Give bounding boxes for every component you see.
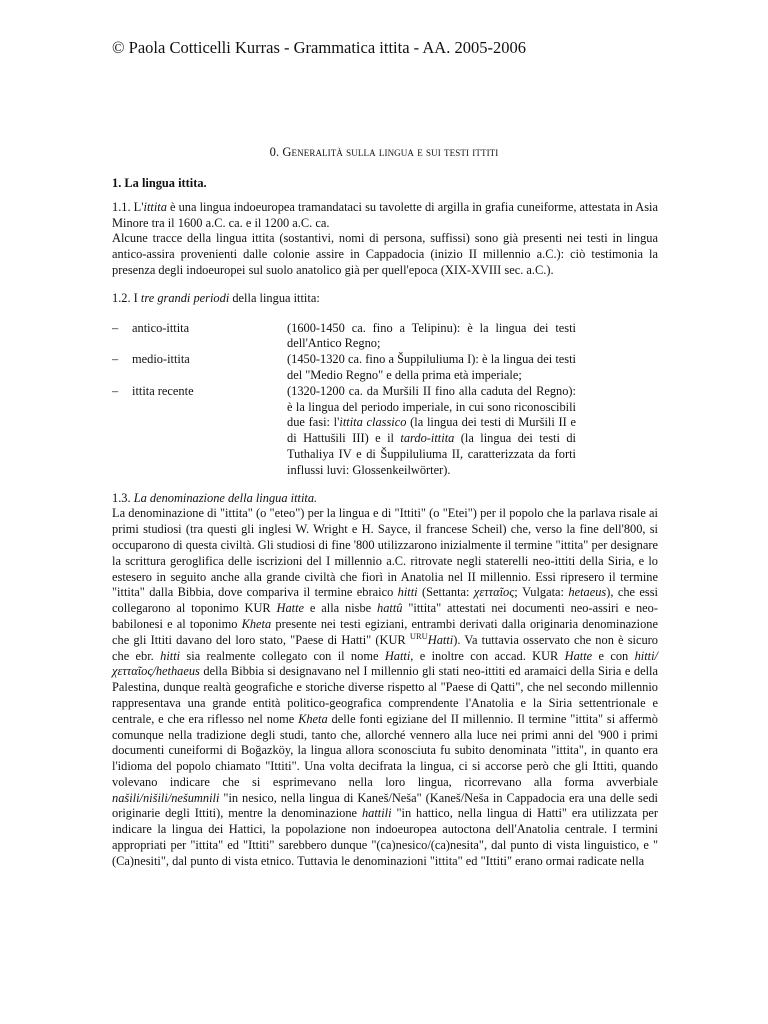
body-text: ), che essi collegarono al toponimo KUR [112,585,658,616]
periods-list [112,321,658,479]
italic-term: Kheta [241,616,272,631]
period-description: (1450-1320 ca. fino a Šuppiluliuma I): è la lingua dei testi del "Medio Regno" e della prima età imperiale; [287,352,576,382]
desc-text: (1320-1200 ca. da Muršili II fino alla caduta del Regno): è la lingua del periodo imperiale, in cui sono riconoscibili due fasi: l' [287,383,576,430]
paragraph-number: 1.2. I [112,290,141,305]
desc-text: (la lingua dei testi di Muršili II e di Hattušili III) e il [287,415,576,446]
page-header: © Paola Cotticelli Kurras - Grammatica ittita - AA. 2005-2006 [112,38,526,57]
chapter-title: 0. Generalità sulla lingua e sui testi ittiti [269,145,499,159]
body-text: (Settanta: [417,585,474,600]
body-text: "in nesico, nella lingua di Kaneš/Neša" (Kaneš/Neša in Cappadocia era una delle sedi originarie degli Ittiti), mentre la denominazione [112,790,658,821]
desc-text: (la lingua dei testi di Tuthaliya IV e di Šuppiluliuma II, caratterizzata da forti influssi luvi: Glossenkeilwörter). [287,431,576,477]
paragraph-text: è una lingua indoeuropea tramandataci su tavolette di argilla in grafia cuneiforme, attestata in Asia Minore tra il 1600 a.C. ca. e il 1200 a.C. ca. [112,199,659,230]
paragraph-1-1 [112,200,658,232]
period-name: medio-ittita [132,352,190,367]
italic-term: ittita [143,199,167,214]
list-dash: – [112,352,119,367]
section-heading: 1. La lingua ittita. [112,176,207,190]
period-name: ittita recente [132,383,194,398]
document-body [112,176,658,870]
body-text: della Bibbia si designavano nel I millennio gli stati neo-ittiti ed aramaici della Siria e della Palestina, dunque realtà geografiche e storiche diverse rispetto al "Paese di Qatti", che nel secondo millennio rappresentava una grande entità politico-geografica comprendente l'Anatolia e la Siria settentrionale e centrale, e che era riflesso nel nome [112,664,658,726]
paragraph-1-3-heading [112,491,658,507]
list-dash: – [112,383,119,398]
period-item [112,384,658,479]
italic-term: našili/nišili/nešumnili [112,790,220,805]
italic-term: Hatte [276,601,305,616]
paragraph-text: della lingua ittita: [229,290,320,305]
italic-term: χετταῖος [473,585,515,600]
list-dash: – [112,320,119,335]
paragraph-number: 1.3. [112,490,134,505]
italic-term: tardo-ittita [400,431,455,446]
italic-term: Hatte [564,648,593,663]
body-text: "ittita" attestati nei documenti neo-assiri e neo-babilonesi e al toponimo [112,601,658,631]
italic-term: hetaeus [568,585,607,600]
body-text: , e inoltre con accad. KUR [410,648,565,663]
italic-term: hitti/χετταῖος/hethaeus [112,648,659,679]
period-description: (1600-1450 ca. fino a Telipinu): è la lingua dei testi dell'Antico Regno; [287,320,576,351]
italic-term: hitti [160,648,181,663]
italic-term: ittita classico [339,415,407,430]
body-text: e alla nisbe [304,601,378,616]
italic-term: tre grandi periodi [140,290,230,305]
period-name: antico-ittita [132,320,190,335]
period-item [112,352,658,384]
body-text: sia realmente collegato con il nome [180,648,385,663]
body-text: ). Va tuttavia osservato che non è sicuro che ebr. [112,632,659,663]
italic-term: hattû [377,601,403,616]
body-text: La denominazione di "ittita" (o "eteo") per la lingua e di "Ittiti" (o "Etei") per il popolo che la parlava risale ai primi studiosi (tra questi gli inglesi W. Wright e H. Sayce, il francese Scheil) che, verso la fine dell'800, si occuparono di questa civiltà. Gli studiosi di fine '800 utilizzarono inizialmente il termine "ittita" per designare la scrittura geroglifica delle iscrizioni del I millennio a.C. ritrovate negli staterelli neo-ittiti della Siria, e lo estesero in seguito anche alla grande civiltà che fiorì in Anatolia nel II millennio. Essi ripresero il termine "ittita" dalla Bibbia, dove compariva il termine ebraico [112,506,658,600]
body-text: presente nei testi egiziani, entrambi derivati dalla originaria denominazione che gli Ittiti davano del loro stato, "Paese di Hatti" (KUR [112,616,658,647]
paragraph-1-3-body [112,506,658,869]
period-item [112,321,658,353]
paragraph-1-1b: Alcune tracce della lingua ittita (sostantivi, nomi di persona, suffissi) sono già presenti nei testi in lingua antico-assira provenienti dalle colonie assire in Cappadocia (inizio II millennio a.C.): ciò testimonia la presenza degli indoeuropei sul suolo anatolico già per quell'epoca (XIX-XVIII sec. a.C.). [112,231,658,277]
italic-term: Hatti [384,648,411,663]
body-text: ; Vulgata: [514,585,569,600]
italic-term: hitti [397,585,418,600]
italic-term: Hatti [427,632,454,647]
period-description [287,384,576,479]
paragraph-1-2 [112,291,658,307]
superscript-determinative: URU [409,630,428,641]
subsection-title: La denominazione della lingua ittita. [133,490,318,505]
body-text: "in hattico, nella lingua di Hatti" era utilizzata per indicare la lingua dei Hattici, la popolazione non indoeuropea autoctona dell'Anatolia centrale. I termini appropriati per "ittita" ed "Ittiti" sarebbero dunque "(ca)nesico/(ca)nesita", dal punto di vista linguistico, e "(Ca)nesiti", dal punto di vista etnico. Tuttavia le denominazioni "ittita" ed "Ittiti" erano ormai radicate nella [112,806,659,868]
body-text: delle fonti egiziane del II millennio. Il termine "ittita" si affermò comunque nella tradizione degli studi, tanto che, allorché vennero alla luce nei primi anni del '900 i primi documenti cuneiformi di Boğazköy, la lingua allora sconosciuta fu subito denominata "ittita", in quanto era l'idioma del popolo chiamato "Ittiti". Una volta decifrata la lingua, ci si accorse però che gli Ittiti, quando volevano indicare che si esprimevano nella loro lingua, ricorrevano alla forma avverbiale [112,711,658,789]
body-text: e con [592,648,635,663]
italic-term: Kheta [298,711,328,726]
italic-term: hattili [361,806,392,821]
paragraph-number: 1.1. L' [112,199,144,214]
